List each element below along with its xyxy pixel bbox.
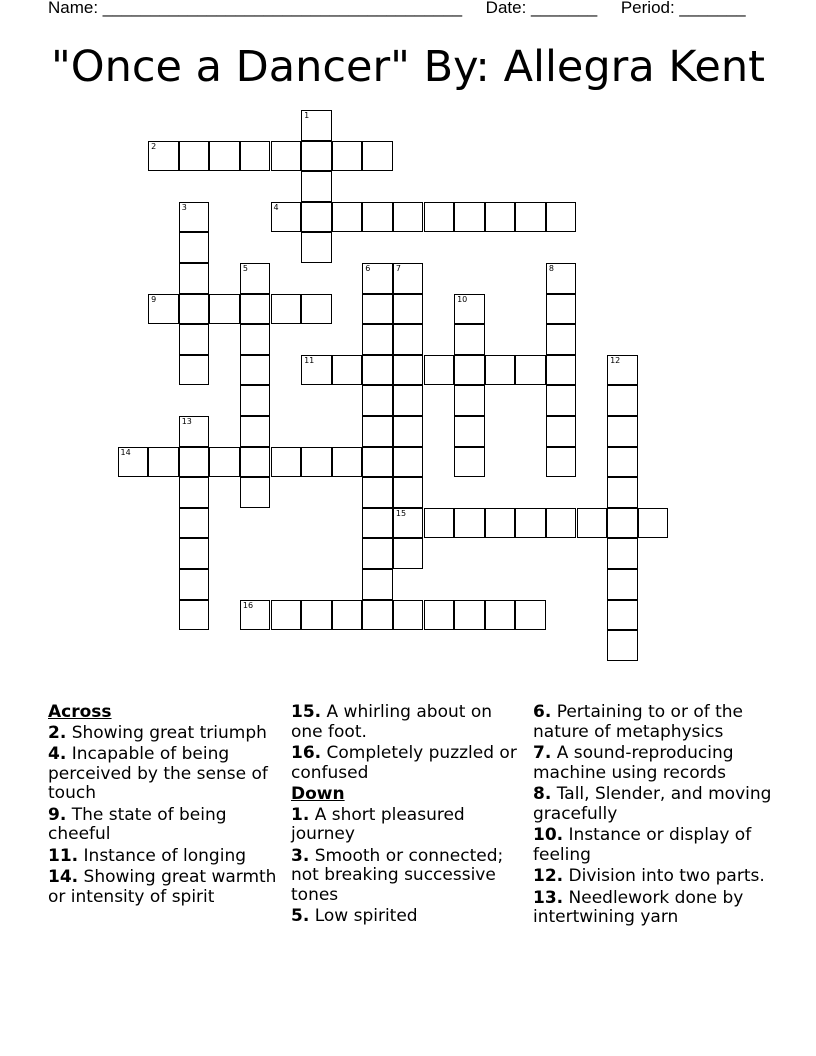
grid-cell[interactable]	[362, 600, 393, 631]
grid-cell[interactable]	[179, 538, 210, 569]
clue-item-number: 2.	[48, 722, 67, 743]
grid-cell[interactable]	[179, 232, 210, 263]
grid-cell[interactable]	[271, 202, 302, 233]
grid-cell[interactable]	[454, 202, 485, 233]
clue-item-text: A short pleasured journey	[291, 804, 465, 844]
grid-cell[interactable]	[240, 385, 271, 416]
grid-cell[interactable]	[240, 263, 271, 294]
clue-item-number: 10.	[533, 825, 564, 845]
grid-cell[interactable]	[240, 324, 271, 355]
grid-cell[interactable]	[332, 355, 363, 386]
grid-cell[interactable]	[179, 569, 210, 600]
grid-cell[interactable]	[607, 508, 638, 539]
grid-cell[interactable]	[301, 447, 332, 478]
grid-cell[interactable]	[454, 416, 485, 447]
grid-cell[interactable]	[607, 416, 638, 447]
grid-cell[interactable]	[362, 447, 393, 478]
grid-cell[interactable]	[393, 416, 424, 447]
grid-cell[interactable]	[271, 600, 302, 631]
clue-number: 10	[457, 294, 468, 304]
grid-cell[interactable]	[393, 477, 424, 508]
grid-cell[interactable]	[179, 508, 210, 539]
grid-cell[interactable]	[393, 538, 424, 569]
clue-number: 11	[304, 355, 315, 365]
grid-cell[interactable]	[424, 202, 455, 233]
grid-cell[interactable]	[240, 355, 271, 386]
clue-number: 14	[120, 447, 131, 457]
grid-cell[interactable]	[362, 202, 393, 233]
grid-cell[interactable]	[393, 447, 424, 478]
clue-item	[291, 806, 527, 845]
clue-item-text: Instance or display of feeling	[533, 825, 752, 865]
clue-item-text: Division into two parts.	[563, 866, 765, 886]
clue-item	[533, 826, 773, 865]
grid-cell[interactable]	[393, 600, 424, 631]
grid-cell[interactable]	[362, 355, 393, 386]
grid-cell[interactable]	[362, 263, 393, 294]
grid-cell[interactable]	[454, 324, 485, 355]
grid-cell[interactable]	[362, 141, 393, 172]
grid-cell[interactable]	[607, 385, 638, 416]
grid-cell[interactable]	[332, 202, 363, 233]
grid-cell[interactable]	[485, 600, 516, 631]
clue-item	[291, 847, 527, 906]
clue-column-3	[533, 703, 773, 930]
clue-number: 5	[242, 264, 248, 273]
grid-cell[interactable]	[485, 508, 516, 539]
grid-cell[interactable]	[546, 263, 577, 294]
grid-cell[interactable]	[179, 324, 210, 355]
grid-cell[interactable]	[301, 232, 332, 263]
clue-number: 7	[395, 264, 401, 273]
clue-item	[533, 889, 773, 928]
grid-cell[interactable]	[515, 202, 546, 233]
clue-item-text: Completely puzzled or confused	[291, 743, 517, 783]
clue-number: 6	[365, 264, 371, 273]
clue-item-number: 3.	[291, 845, 310, 866]
grid-cell[interactable]	[301, 110, 332, 141]
grid-cell[interactable]	[577, 508, 608, 539]
grid-cell[interactable]	[118, 447, 149, 478]
grid-cell[interactable]	[607, 569, 638, 600]
puzzle-title: "Once a Dancer" By: Allegra Kent	[51, 42, 765, 92]
grid-cell[interactable]	[179, 263, 210, 294]
clue-number: 9	[151, 294, 157, 304]
clue-number: 1	[304, 111, 310, 120]
grid-cell[interactable]	[454, 294, 485, 325]
grid-cell[interactable]	[271, 294, 302, 325]
grid-cell[interactable]	[179, 416, 210, 447]
grid-cell[interactable]	[515, 600, 546, 631]
clue-item-number: 7.	[533, 743, 552, 763]
clue-item-number: 16.	[291, 743, 322, 763]
clue-item-text: Showing great warmth or intensity of spirit	[48, 867, 277, 907]
clue-item	[48, 745, 284, 804]
grid-cell[interactable]	[515, 508, 546, 539]
grid-cell[interactable]	[393, 385, 424, 416]
grid-cell[interactable]	[607, 600, 638, 631]
grid-cell[interactable]	[454, 508, 485, 539]
grid-cell[interactable]	[546, 508, 577, 539]
grid-cell[interactable]	[301, 202, 332, 233]
clue-section-heading: Across	[48, 702, 112, 722]
grid-cell[interactable]	[485, 202, 516, 233]
grid-cell[interactable]	[240, 141, 271, 172]
clue-number: 15	[395, 508, 407, 518]
clue-item-number: 8.	[533, 784, 552, 804]
clue-item-number: 12.	[533, 866, 564, 886]
grid-cell[interactable]	[454, 447, 485, 478]
clue-item	[48, 847, 284, 867]
grid-cell[interactable]	[515, 355, 546, 386]
clue-number: 4	[273, 202, 279, 212]
grid-cell[interactable]	[546, 294, 577, 325]
clue-item-text: Pertaining to or of the nature of metaphysics	[533, 702, 744, 742]
grid-cell[interactable]	[271, 141, 302, 172]
grid-cell[interactable]	[362, 508, 393, 539]
grid-cell[interactable]	[179, 141, 210, 172]
grid-cell[interactable]	[362, 294, 393, 325]
grid-cell[interactable]	[362, 477, 393, 508]
grid-cell[interactable]	[179, 202, 210, 233]
clue-item-number: 9.	[48, 804, 67, 825]
grid-cell[interactable]	[393, 263, 424, 294]
grid-cell[interactable]	[393, 202, 424, 233]
clue-item	[48, 868, 284, 907]
grid-cell[interactable]	[546, 385, 577, 416]
grid-cell[interactable]	[179, 294, 210, 325]
grid-cell[interactable]	[424, 600, 455, 631]
grid-cell[interactable]	[638, 508, 669, 539]
name-date-period-line: Name: ______________________________________ Date: _______ Period: _______	[48, 0, 746, 17]
grid-cell[interactable]	[240, 294, 271, 325]
grid-cell[interactable]	[362, 324, 393, 355]
grid-cell[interactable]	[607, 538, 638, 569]
grid-cell[interactable]	[209, 447, 240, 478]
grid-cell[interactable]	[546, 202, 577, 233]
grid-cell[interactable]	[301, 355, 332, 386]
grid-cell[interactable]	[301, 171, 332, 202]
grid-cell[interactable]	[179, 600, 210, 631]
clue-item-text: Incapable of being perceived by the sense of touch	[48, 744, 268, 803]
grid-cell[interactable]	[240, 600, 271, 631]
clue-item	[533, 867, 773, 887]
clue-number: 8	[548, 264, 554, 273]
grid-cell[interactable]	[332, 141, 363, 172]
clue-item-text: Smooth or connected; not breaking successive tones	[291, 845, 504, 905]
clue-item	[533, 744, 773, 783]
clue-item-text: Low spirited	[309, 906, 418, 926]
grid-cell[interactable]	[332, 447, 363, 478]
clue-item-number: 1.	[291, 804, 310, 825]
clue-column-1	[48, 703, 284, 909]
grid-cell[interactable]	[240, 477, 271, 508]
grid-cell[interactable]	[607, 447, 638, 478]
grid-cell[interactable]	[424, 508, 455, 539]
grid-cell[interactable]	[240, 447, 271, 478]
clue-item-number: 6.	[533, 702, 552, 722]
clue-item	[533, 703, 773, 742]
clue-number: 16	[242, 600, 254, 610]
clue-item-text: Showing great triumph	[66, 722, 267, 743]
grid-cell[interactable]	[240, 416, 271, 447]
grid-cell[interactable]	[607, 477, 638, 508]
grid-cell[interactable]	[148, 294, 179, 325]
clue-item-text: Tall, Slender, and moving gracefully	[533, 784, 772, 824]
grid-cell[interactable]	[424, 355, 455, 386]
clue-item	[291, 703, 527, 742]
clue-item-number: 15.	[291, 702, 322, 722]
grid-cell[interactable]	[454, 385, 485, 416]
clue-item-text: A whirling about on one foot.	[291, 702, 492, 742]
grid-cell[interactable]	[362, 538, 393, 569]
grid-cell[interactable]	[148, 447, 179, 478]
grid-cell[interactable]	[546, 447, 577, 478]
clue-item	[291, 907, 527, 927]
clue-item	[48, 724, 284, 744]
grid-cell[interactable]	[546, 324, 577, 355]
grid-cell[interactable]	[393, 324, 424, 355]
clue-item-number: 14.	[48, 867, 79, 887]
grid-cell[interactable]	[454, 355, 485, 386]
clue-number: 13	[181, 417, 192, 426]
clue-section-heading: Down	[291, 784, 345, 804]
grid-cell[interactable]	[301, 294, 332, 325]
grid-cell[interactable]	[332, 600, 363, 631]
grid-cell[interactable]	[607, 355, 638, 386]
clue-item-number: 11.	[48, 845, 79, 866]
clue-number: 3	[181, 202, 187, 212]
grid-cell[interactable]	[179, 477, 210, 508]
grid-cell[interactable]	[148, 141, 179, 172]
clue-column-2	[291, 703, 527, 929]
clue-item	[291, 744, 527, 783]
grid-cell[interactable]	[546, 355, 577, 386]
grid-cell[interactable]	[393, 508, 424, 539]
grid-cell[interactable]	[393, 294, 424, 325]
grid-cell[interactable]	[301, 141, 332, 172]
grid-cell[interactable]	[301, 600, 332, 631]
clue-item-number: 13.	[533, 887, 564, 908]
grid-cell[interactable]	[485, 355, 516, 386]
grid-cell[interactable]	[209, 294, 240, 325]
grid-cell[interactable]	[179, 355, 210, 386]
grid-cell[interactable]	[362, 416, 393, 447]
clue-item-number: 5.	[291, 906, 310, 926]
clue-item-text: A sound-reproducing machine using records	[533, 743, 734, 783]
clue-item-text: Needlework done by intertwining yarn	[533, 887, 744, 927]
clue-number: 2	[151, 141, 157, 151]
clue-item	[533, 785, 773, 824]
clue-number: 12	[610, 355, 621, 365]
clue-item-text: Instance of longing	[78, 845, 247, 866]
clue-item	[48, 806, 284, 845]
grid-cell[interactable]	[271, 447, 302, 478]
grid-cell[interactable]	[209, 141, 240, 172]
grid-cell[interactable]	[607, 630, 638, 661]
grid-cell[interactable]	[393, 355, 424, 386]
grid-cell[interactable]	[179, 447, 210, 478]
grid-cell[interactable]	[362, 385, 393, 416]
grid-cell[interactable]	[454, 600, 485, 631]
grid-cell[interactable]	[546, 416, 577, 447]
clue-item-text: The state of being cheeful	[48, 804, 227, 844]
grid-cell[interactable]	[362, 569, 393, 600]
clue-item-number: 4.	[48, 744, 67, 764]
